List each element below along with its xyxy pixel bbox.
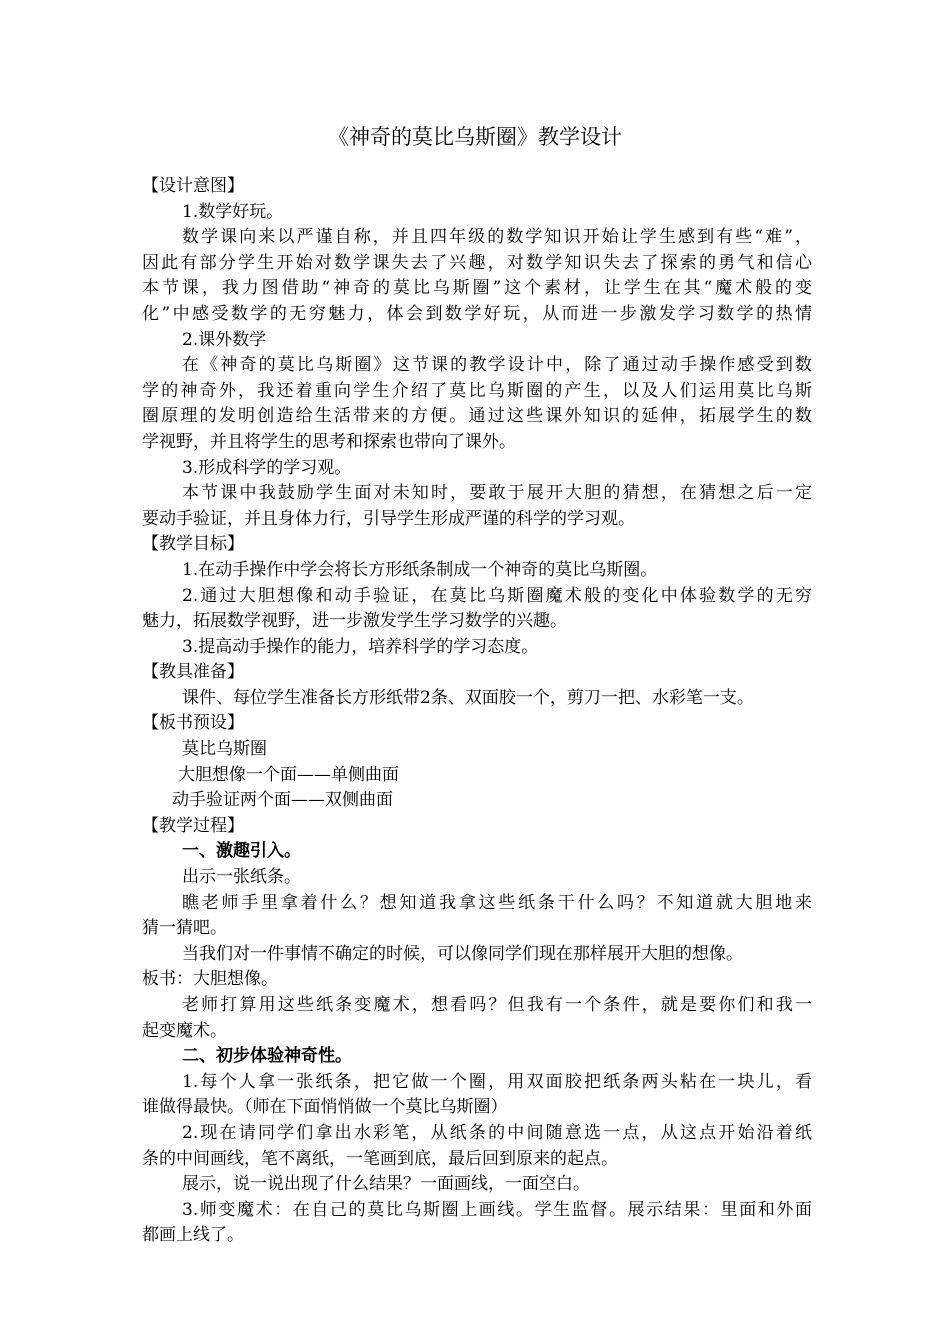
text-line: 圈原理的发明创造给生活带来的方便。通过这些课外知识的延伸，拓展学生的数: [142, 406, 812, 427]
text-line: 本节课中我鼓励学生面对未知时，要敢于展开大胆的猜想，在猜想之后一定: [182, 483, 812, 504]
text-line: 当我们对一件事情不确定的时候，可以像同学们现在那样展开大胆的想像。: [182, 943, 743, 964]
text-line: 1.在动手操作中学会将长方形纸条制成一个神奇的莫比乌斯圈。: [182, 559, 658, 580]
text-line: 猜一猜吧。: [142, 918, 227, 939]
text-line: 2.课外数学: [182, 329, 267, 350]
section-heading: 【板书预设】: [142, 713, 244, 734]
text-line: 都画上线了。: [142, 1225, 244, 1246]
text-line: 瞧老师手里拿着什么？想知道我拿这些纸条干什么吗？不知道就大胆地来: [182, 892, 812, 913]
text-line: 老师打算用这些纸条变魔术，想看吗？但我有一个条件，就是要你们和我一: [182, 995, 812, 1015]
section-heading: 【教学过程】: [142, 815, 244, 836]
text-line: 动手验证两个面——双侧曲面: [172, 790, 393, 811]
text-line: 莫比乌斯圈: [182, 739, 267, 760]
text-line: 大胆想像一个面——单侧曲面: [178, 764, 399, 785]
text-line: 3.形成科学的学习观。: [182, 457, 352, 478]
text-line: 学的神奇外，我还着重向学生介绍了莫比乌斯圈的产生，以及人们运用莫比乌斯: [142, 380, 812, 401]
text-line: 板书：大胆想像。: [142, 969, 278, 990]
text-line: 出示一张纸条。: [182, 867, 301, 888]
text-line: 2.通过大胆想像和动手验证，在莫比乌斯圈魔术般的变化中体验数学的无穷: [182, 585, 812, 606]
text-line: 条的中间画线，笔不离纸，一笔画到底，最后回到原来的起点。: [142, 1148, 618, 1169]
section-heading: 【教学目标】: [142, 534, 244, 555]
text-line: 课件、每位学生准备长方形纸带2条、双面胶一个，剪刀一把、水彩笔一支。: [182, 687, 754, 708]
text-line: 数学课向来以严谨自称，并且四年级的数学知识开始让学生感到有些“难”，: [182, 227, 812, 248]
section-heading: 【教具准备】: [142, 662, 244, 683]
text-line: 在《神奇的莫比乌斯圈》这节课的教学设计中，除了通过动手操作感受到数: [182, 355, 812, 376]
text-line: 1.每个人拿一张纸条，把它做一个圈，用双面胶把纸条两头粘在一块儿，看: [182, 1071, 812, 1092]
text-line: 3.师变魔术：在自己的莫比乌斯圈上画线。学生监督。展示结果：里面和外面: [182, 1199, 812, 1220]
text-line: 化”中感受数学的无穷魅力，体会到数学好玩，从而进一步激发学习数学的热情: [142, 303, 812, 324]
document-body: [142, 174, 812, 1249]
text-line: 二、初步体验神奇性。: [182, 1046, 352, 1067]
text-line: 魅力，拓展数学视野，进一步激发学生学习数学的兴趣。: [142, 611, 567, 632]
text-line: 3.提高动手操作的能力，培养科学的学习态度。: [182, 636, 539, 657]
text-line: 展示，说一说出现了什么结果？一面画线，一面空白。: [182, 1174, 590, 1195]
text-line: 起变魔术。: [142, 1020, 227, 1041]
text-line: 谁做得最快。（师在下面悄悄做一个莫比乌斯圈）: [142, 1097, 508, 1118]
text-line: 2.现在请同学们拿出水彩笔，从纸条的中间随意选一点，从这点开始沿着纸: [182, 1122, 812, 1143]
document-title: 《神奇的莫比乌斯圈》教学设计: [328, 125, 622, 149]
text-line: 一、激趣引入。: [182, 841, 301, 862]
text-line: 因此有部分学生开始对数学课失去了兴趣，对数学知识失去了探索的勇气和信心: [142, 252, 812, 273]
text-line: 学视野，并且将学生的思考和探索也带向了课外。: [142, 431, 516, 452]
text-line: 要动手验证，并且身体力行，引导学生形成严谨的科学的学习观。: [142, 508, 635, 529]
text-line: 本节课，我力图借助“神奇的莫比乌斯圈”这个素材，让学生在其“魔术般的变: [142, 278, 812, 299]
text-line: 1.数学好玩。: [182, 201, 284, 222]
section-heading: 【设计意图】: [142, 176, 244, 196]
